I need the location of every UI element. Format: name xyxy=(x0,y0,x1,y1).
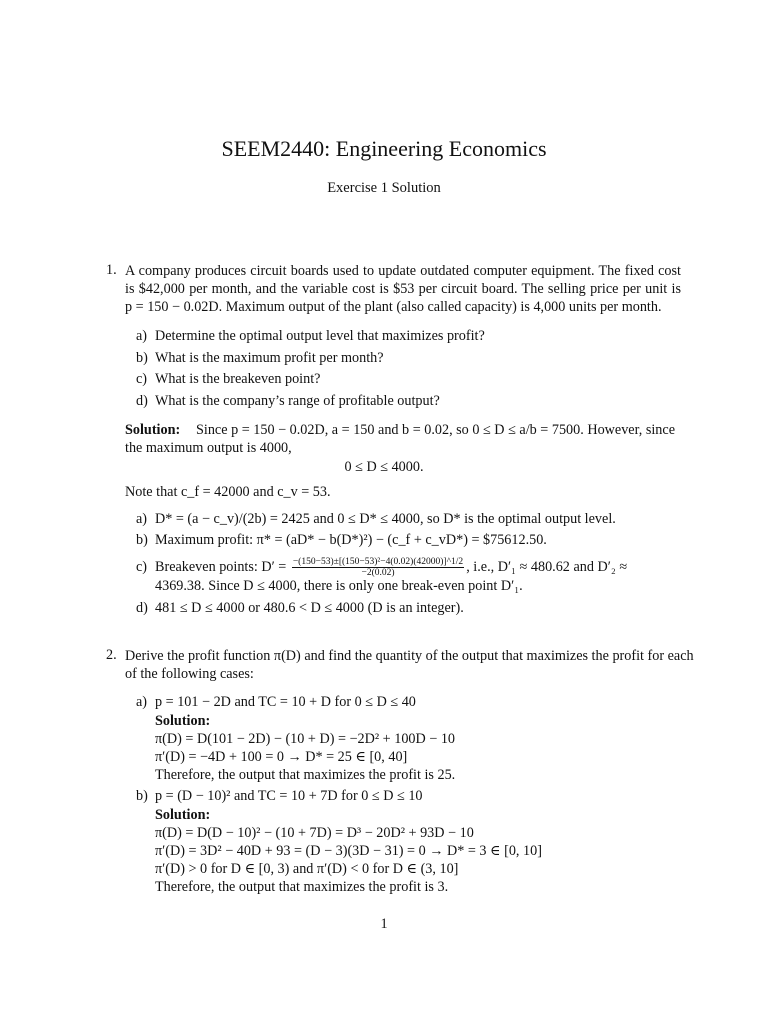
q1-answer-d: 481 ≤ D ≤ 4000 or 480.6 < D ≤ 4000 (D is an integer). xyxy=(155,600,464,616)
q2-b-line-3: π′(D) > 0 for D ∈ [0, 3) and π′(D) < 0 for D ∈ (3, 10] xyxy=(155,861,459,877)
q2-b-line-1: π(D) = D(D − 10)² − (10 + 7D) = D³ − 20D² + 93D − 10 xyxy=(155,825,474,841)
q2-a-line-1: π(D) = D(101 − 2D) − (10 + D) = −2D² + 100D − 10 xyxy=(155,731,456,747)
q1-line-2: is $42,000 per month, and the variable cost is $53 per circuit board. The selling price per unit is xyxy=(125,281,681,297)
q2-b-line-4: Therefore, the output that maximizes the profit is 3. xyxy=(155,879,449,895)
q1-answer-c-label: c) xyxy=(136,559,148,575)
q1-solution-line-1: Since p = 150 − 0.02D, a = 150 and b = 0.02, so 0 ≤ D ≤ a/b = 7500. However, since xyxy=(196,422,675,438)
q1-answer-b-label: b) xyxy=(136,532,148,548)
q2-a-solution-label: Solution: xyxy=(155,713,211,729)
q1-answer-c-line-2: 4369.38. Since D ≤ 4000, there is only one break-even point D′₁. xyxy=(155,578,523,594)
q1-answer-b: Maximum profit: π* = (aD* − b(D*)²) − (c_f + c_vD*) = $75612.50. xyxy=(155,532,547,548)
breakeven-fraction xyxy=(292,557,464,578)
q2-line-2: of the following cases: xyxy=(125,666,254,682)
q2-part-a-heading: p = 101 − 2D and TC = 10 + D for 0 ≤ D ≤ 40 xyxy=(155,694,416,710)
q2-b-line-2: π′(D) = 3D² − 40D + 93 = (D − 3)(3D − 31) = 0 → D* = 3 ∈ [0, 10] xyxy=(155,843,542,859)
question-2-number: 2. xyxy=(106,647,117,663)
q1-part-c: What is the breakeven point? xyxy=(155,371,321,387)
q1-note: Note that c_f = 42000 and c_v = 53. xyxy=(125,484,331,500)
q1-solution-line-2: the maximum output is 4000, xyxy=(125,440,292,456)
fraction-numerator: −(150−53)±[(150−53)²−4(0.02)(42000)]^1/2 xyxy=(292,557,464,568)
q1-answer-d-label: d) xyxy=(136,600,148,616)
q1-line-3: p = 150 − 0.02D. Maximum output of the plant (also called capacity) is 4,000 units per month. xyxy=(125,299,662,315)
q2-part-b-label: b) xyxy=(136,788,148,804)
q1-part-b: What is the maximum profit per month? xyxy=(155,350,384,366)
q2-a-line-3: Therefore, the output that maximizes the profit is 25. xyxy=(155,767,456,783)
q1-answer-c-pre: Breakeven points: D′ = xyxy=(155,559,287,575)
q2-part-a-label: a) xyxy=(136,694,148,710)
q2-line-1: Derive the profit function π(D) and find the quantity of the output that maximizes the profit for each xyxy=(125,648,694,664)
fraction-denominator: −2(0.02) xyxy=(361,568,395,579)
q1-part-a-label: a) xyxy=(136,328,148,344)
q1-part-d-label: d) xyxy=(136,393,148,409)
q1-answer-a: D* = (a − c_v)/(2b) = 2425 and 0 ≤ D* ≤ 4000, so D* is the optimal output level. xyxy=(155,511,616,527)
q2-a-line-2: π′(D) = −4D + 100 = 0 → D* = 25 ∈ [0, 40] xyxy=(155,749,408,765)
q1-part-c-label: c) xyxy=(136,371,148,387)
q1-part-a: Determine the optimal output level that maximizes profit? xyxy=(155,328,485,344)
q1-solution-equation: 0 ≤ D ≤ 4000. xyxy=(344,459,424,475)
q1-part-d: What is the company’s range of profitable output? xyxy=(155,393,440,409)
q1-part-b-label: b) xyxy=(136,350,148,366)
q1-line-1: A company produces circuit boards used to update outdated computer equipment. The fixed cost xyxy=(125,263,681,279)
document-subtitle: Exercise 1 Solution xyxy=(327,180,441,196)
q1-answer-a-label: a) xyxy=(136,511,148,527)
q2-b-solution-label: Solution: xyxy=(155,807,211,823)
q1-answer-c-post: , i.e., D′₁ ≈ 480.62 and D′₂ ≈ xyxy=(466,559,628,575)
q1-solution-label: Solution: xyxy=(125,422,181,438)
document-title: SEEM2440: Engineering Economics xyxy=(221,136,547,161)
q2-part-b-heading: p = (D − 10)² and TC = 10 + 7D for 0 ≤ D ≤ 10 xyxy=(155,788,423,804)
page-number: 1 xyxy=(380,916,388,932)
question-1-number: 1. xyxy=(106,262,117,278)
